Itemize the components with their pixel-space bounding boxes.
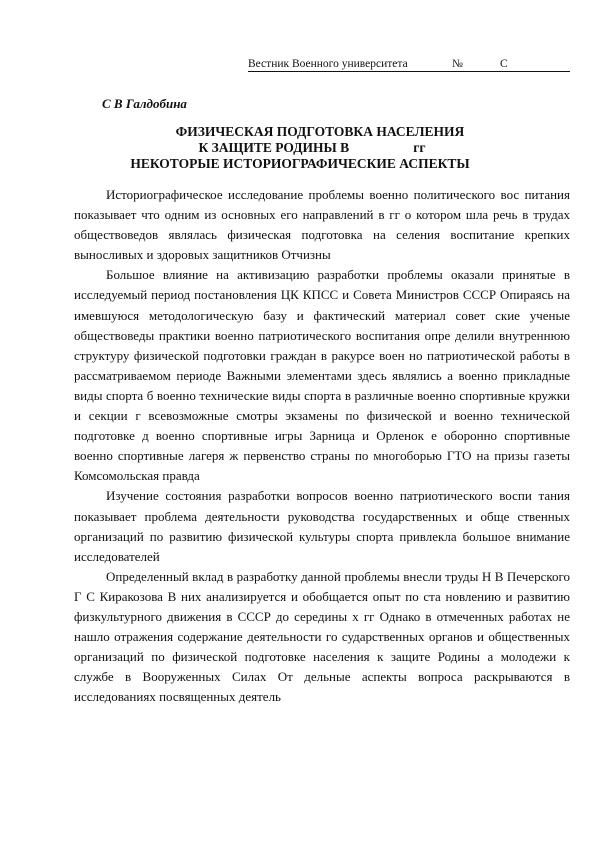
article-title [0, 124, 600, 172]
article-body [74, 185, 570, 707]
title-line-1: ФИЗИЧЕСКАЯ ПОДГОТОВКА НАСЕЛЕНИЯ [175, 124, 465, 139]
paragraph: Определенный вклад в разработку данной проблемы внесли труды Н В Печерского Г С Киракозова В них анализируется и обобщается опыт по ста новлению и развитию физкультурного движения в СССР до середины х гг Однако в отмеченных работах не нашло отражения содержание деятельности го сударственных органов и общественных организаций по физической подготовке населения к защите Родины а молодежи к службе в Вооруженных Силах От дельные аспекты вопроса раскрываются в исследованиях посвященных деятель [74, 568, 570, 705]
paragraph: Историографическое исследование проблемы военно политического вос питания показывает что одним из основных его направлений в гг о котором шла речь в трудах обществоведов являлась физическая подготовка на селения воспитание крепких выносливых и здоровых защитников Отчизны [74, 187, 570, 263]
author-name: С В Галдобина [102, 96, 187, 111]
page-label: С [500, 58, 508, 70]
journal-header [248, 58, 570, 72]
journal-name: Вестник Военного университета [248, 58, 408, 70]
title-line-2: К ЗАЩИТЕ РОДИНЫ В гг [198, 140, 426, 155]
paragraph: Большое влияние на активизацию разработки проблемы оказали принятые в исследуемый период постановления ЦК КПСС и Совета Министров СССР Опираясь на имевшуюся методологическую базу и фактический материал совет ские ученые обществоведы практики военно патриотического воспитания опре делили внутреннюю структуру физической подготовки граждан в ракурсе воен но патриотической работы в рассматриваемом периоде Важными элементами здесь являлись а военно прикладные виды спорта б военно технические виды спорта в различные военно спортивные кружки и секции г всевозможные смотры экзамены по физической и военно технической подготовке д военно спортивные игры Зарница и Орленок е оборонно спортивные военно спортивные лагеря ж первенство страны по многоборью ГТО на призы газеты Комсомольская правда [74, 267, 570, 484]
issue-number-label: № [452, 58, 463, 70]
title-line-3: НЕКОТОРЫЕ ИСТОРИОГРАФИЧЕСКИЕ АСПЕКТЫ [130, 156, 470, 171]
paragraph: Изучение состояния разработки вопросов военно патриотического воспи тания показывает проблема деятельности руководства государственных и обще ственных организаций по развитию физической культуры спорта привлекла большое внимание исследователей [74, 488, 570, 564]
